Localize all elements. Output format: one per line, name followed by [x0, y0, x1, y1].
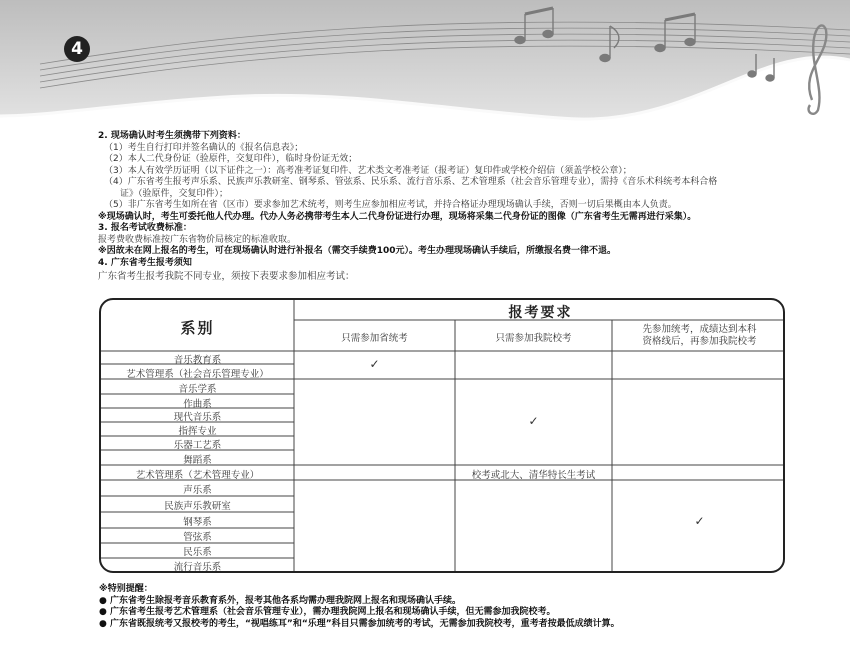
- section2-item-5: （5）非广东省考生如所在省（区市）要求参加艺术统考，则考生应参加相应考试，并持合格证办理现场确认手续，否则一切后果概由本人负责。: [104, 200, 677, 210]
- header-provincial-exam-only: 只需参加省统考: [341, 333, 408, 344]
- section2-item-1: （1）考生自行打印并签名确认的《报名信息表》；: [104, 142, 304, 153]
- row-orchestral: 管弦系: [183, 532, 212, 543]
- row-pop-music: 流行音乐系: [173, 562, 222, 573]
- row-vocal: 声乐系: [183, 485, 212, 496]
- section4-heading: 4. 广东省考生报考须知: [98, 257, 192, 268]
- section4-intro: 广东省考生报考我院不同专业，须按下表要求参加相应考试：: [98, 271, 355, 282]
- row-musicology: 音乐学系: [178, 384, 217, 395]
- header-department: 系别: [180, 319, 215, 337]
- row-composition: 作曲系: [183, 399, 212, 410]
- row-arts-mgmt-social-music: 艺术管理系（社会音乐管理专业）: [126, 369, 269, 380]
- notes-heading: ※特别提醒：: [99, 584, 153, 594]
- row-modern-music: 现代音乐系: [173, 412, 222, 423]
- row-conducting: 指挥专业: [178, 426, 217, 437]
- note-item-1: ● 广东省考生除报考音乐教育系外，报考其他各系均需办理我院网上报名和现场确认手续。: [99, 595, 461, 606]
- section2-item-3: （3）本人有效学历证明（以下证件之一）：高考准考证复印件、艺术类文考准考证（报考证）复印件或学校介绍信（须盖学校公章）；: [104, 165, 632, 176]
- header-school-exam-only: 只需参加我院校考: [495, 333, 572, 344]
- special-notes: [99, 584, 799, 630]
- header-exam-requirements: 报考要求: [508, 305, 573, 321]
- section2-item-2: （2）本人二代身份证（验原件，交复印件），临时身份证无效；: [104, 154, 358, 164]
- exam-requirements-table: [99, 298, 785, 573]
- row-folk-music: 民乐系: [183, 547, 212, 558]
- section2-item-4: （4）广东省考生报考声乐系、民族声乐教研室、钢琴系、管弦系、民乐系、流行音乐系、艺术管理系（社会音乐管理专业），需持《音乐术科统考本科合格: [104, 177, 718, 187]
- main-content: [98, 131, 788, 283]
- row-dance: 舞蹈系: [183, 455, 212, 466]
- arts-mgmt-special-exam: 校考或北大、清华特长生考试: [471, 470, 596, 481]
- row-instrument-craft: 乐器工艺系: [173, 440, 222, 451]
- header-both-exams-line2: 资格线后，再参加我院校考: [642, 336, 757, 347]
- note-item-3: ● 广东省既报统考又报校考的考生，“视唱练耳”和“乐理”科目只需参加统考的考试，无需参加我院校考，重考者按最低成绩计算。: [99, 618, 620, 629]
- row-ethnic-vocal: 民族声乐教研室: [164, 501, 231, 512]
- note-item-2: ● 广东省考生报考艺术管理系（社会音乐管理专业），需办理我院网上报名和现场确认手续，但无需参加我院校考。: [99, 607, 556, 617]
- check-both-exams: ✓: [694, 514, 705, 528]
- check-provincial-exam: ✓: [369, 357, 380, 371]
- row-music-education: 音乐教育系: [173, 355, 222, 366]
- header-both-exams-line1: 先参加统考，成绩达到本科: [642, 324, 757, 335]
- section3-heading: 3. 报名考试收费标准：: [98, 223, 192, 233]
- section3-note: ※因故未在网上报名的考生，可在现场确认时进行补报名（需交手续费100元）。考生办理现场确认手续后，所缴报名费一律不退。: [98, 246, 617, 256]
- page-number: 4: [64, 36, 90, 62]
- check-school-exam: ✓: [528, 414, 539, 428]
- row-arts-mgmt-major: 艺术管理系（艺术管理专业）: [135, 470, 260, 481]
- section3-line: 报考费收费标准按广东省物价局核定的标准收取。: [98, 234, 297, 245]
- section2-heading: 2. 现场确认时考生须携带下列资料：: [98, 131, 246, 141]
- section2-item-4-continued: 证》（验原件，交复印件）；: [120, 188, 229, 199]
- music-wave-banner: [0, 0, 850, 135]
- header-both-exams: [612, 324, 785, 348]
- section2-note: ※现场确认时，考生可委托他人代办理。代办人务必携带考生本人二代身份证进行办理，现场将采集二代身份证的图像（广东省考生无需再进行采集）。: [98, 211, 697, 222]
- row-piano: 钢琴系: [183, 517, 212, 528]
